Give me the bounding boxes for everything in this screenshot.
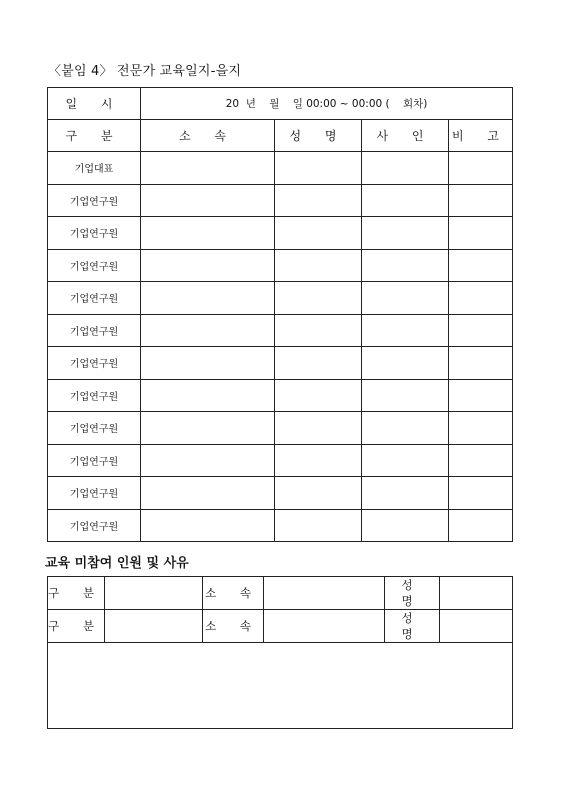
absent-table (47, 576, 513, 729)
remarks-cell[interactable] (449, 347, 513, 380)
affiliation-cell[interactable] (141, 444, 275, 477)
absent-section-title: 교육 미참여 인원 및 사유 (45, 556, 189, 571)
row-category: 기업연구원 (48, 249, 141, 282)
attendee-row (48, 282, 513, 315)
name-cell[interactable] (275, 379, 362, 412)
attendee-row (48, 509, 513, 542)
signature-cell[interactable] (362, 444, 449, 477)
row-category: 기업연구원 (48, 184, 141, 217)
signature-cell[interactable] (362, 184, 449, 217)
absent-affiliation-label: 소 속 (203, 577, 264, 610)
row-category: 기업대표 (48, 152, 141, 185)
attendee-row (48, 379, 513, 412)
absent-name-label: 성 명 (385, 577, 440, 610)
name-cell[interactable] (275, 217, 362, 250)
absent-row (48, 610, 513, 643)
header-signature: 사 인 (362, 120, 449, 152)
date-row (48, 88, 513, 120)
remarks-cell[interactable] (449, 509, 513, 542)
absent-affiliation-cell[interactable] (264, 577, 385, 610)
absent-category-label: 구 분 (48, 610, 105, 643)
absent-reason-field[interactable] (48, 643, 513, 729)
row-category: 기업연구원 (48, 412, 141, 445)
header-name: 성 명 (275, 120, 362, 152)
signature-cell[interactable] (362, 477, 449, 510)
attendee-row (48, 249, 513, 282)
row-category: 기업연구원 (48, 282, 141, 315)
remarks-cell[interactable] (449, 444, 513, 477)
date-label: 일 시 (48, 88, 141, 120)
name-cell[interactable] (275, 314, 362, 347)
absent-category-label: 구 분 (48, 577, 105, 610)
attendance-table (47, 87, 513, 542)
row-category: 기업연구원 (48, 444, 141, 477)
absent-category-cell[interactable] (105, 610, 203, 643)
affiliation-cell[interactable] (141, 282, 275, 315)
attendee-row (48, 184, 513, 217)
attendee-row (48, 477, 513, 510)
name-cell[interactable] (275, 444, 362, 477)
affiliation-cell[interactable] (141, 184, 275, 217)
signature-cell[interactable] (362, 152, 449, 185)
affiliation-cell[interactable] (141, 347, 275, 380)
signature-cell[interactable] (362, 282, 449, 315)
remarks-cell[interactable] (449, 217, 513, 250)
remarks-cell[interactable] (449, 477, 513, 510)
signature-cell[interactable] (362, 217, 449, 250)
name-cell[interactable] (275, 477, 362, 510)
affiliation-cell[interactable] (141, 379, 275, 412)
remarks-cell[interactable] (449, 152, 513, 185)
row-category: 기업연구원 (48, 477, 141, 510)
remarks-cell[interactable] (449, 379, 513, 412)
attendee-row (48, 152, 513, 185)
row-category: 기업연구원 (48, 509, 141, 542)
attendee-row (48, 347, 513, 380)
row-category: 기업연구원 (48, 314, 141, 347)
document-title: 〈붙임 4〉 전문가 교육일지-을지 (48, 64, 242, 79)
header-affiliation: 소 속 (141, 120, 275, 152)
remarks-cell[interactable] (449, 249, 513, 282)
name-cell[interactable] (275, 347, 362, 380)
attendee-row (48, 217, 513, 250)
absent-affiliation-label: 소 속 (203, 610, 264, 643)
absent-name-cell[interactable] (440, 610, 513, 643)
header-category: 구 분 (48, 120, 141, 152)
signature-cell[interactable] (362, 314, 449, 347)
absent-affiliation-cell[interactable] (264, 610, 385, 643)
attendee-row (48, 412, 513, 445)
absent-row (48, 577, 513, 610)
header-row (48, 120, 513, 152)
name-cell[interactable] (275, 412, 362, 445)
row-category: 기업연구원 (48, 347, 141, 380)
affiliation-cell[interactable] (141, 412, 275, 445)
row-category: 기업연구원 (48, 379, 141, 412)
affiliation-cell[interactable] (141, 217, 275, 250)
name-cell[interactable] (275, 282, 362, 315)
name-cell[interactable] (275, 184, 362, 217)
attendee-row (48, 314, 513, 347)
header-remarks: 비 고 (449, 120, 513, 152)
signature-cell[interactable] (362, 509, 449, 542)
absent-reason-row (48, 643, 513, 729)
absent-name-label: 성 명 (385, 610, 440, 643)
remarks-cell[interactable] (449, 282, 513, 315)
absent-name-cell[interactable] (440, 577, 513, 610)
date-value-field[interactable]: 20 년 월 일 00:00 ~ 00:00 ( 회차) (141, 88, 513, 120)
signature-cell[interactable] (362, 379, 449, 412)
remarks-cell[interactable] (449, 314, 513, 347)
affiliation-cell[interactable] (141, 314, 275, 347)
absent-category-cell[interactable] (105, 577, 203, 610)
signature-cell[interactable] (362, 347, 449, 380)
row-category: 기업연구원 (48, 217, 141, 250)
affiliation-cell[interactable] (141, 509, 275, 542)
name-cell[interactable] (275, 509, 362, 542)
remarks-cell[interactable] (449, 412, 513, 445)
name-cell[interactable] (275, 249, 362, 282)
attendee-row (48, 444, 513, 477)
affiliation-cell[interactable] (141, 249, 275, 282)
signature-cell[interactable] (362, 249, 449, 282)
name-cell[interactable] (275, 152, 362, 185)
affiliation-cell[interactable] (141, 152, 275, 185)
affiliation-cell[interactable] (141, 477, 275, 510)
signature-cell[interactable] (362, 412, 449, 445)
remarks-cell[interactable] (449, 184, 513, 217)
